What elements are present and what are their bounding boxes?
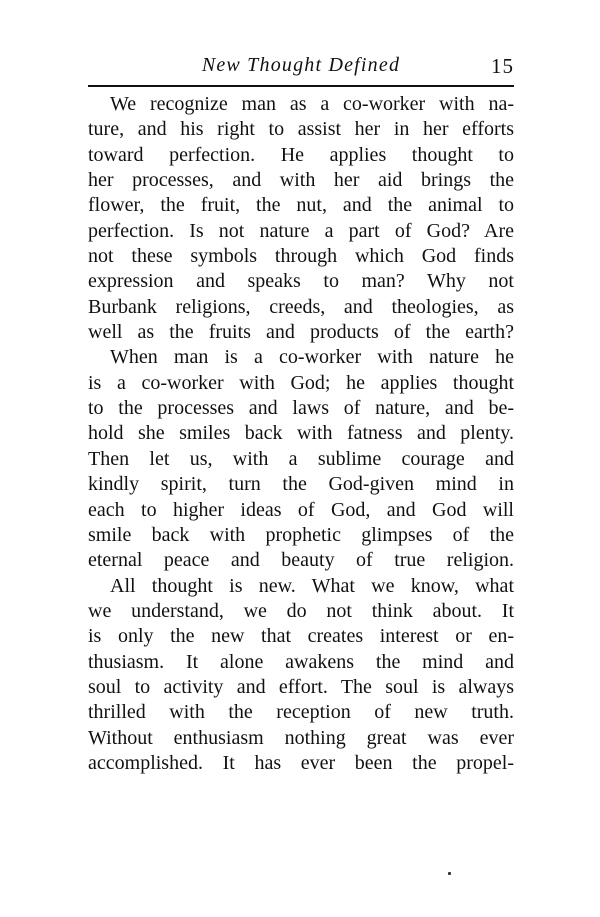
text-line: smile back with prophetic glimpses of the <box>88 523 514 546</box>
running-title: New Thought Defined <box>201 54 401 76</box>
text-line: thrilled with the reception of new truth. <box>88 701 514 724</box>
text-line: Burbank religions, creeds, and theologies, as <box>88 295 514 318</box>
text-line: accomplished. It has ever been the propel- <box>88 751 514 774</box>
text-line: thusiasm. It alone awakens the mind and <box>88 650 514 673</box>
text-line: we understand, we do not think about. It <box>88 599 514 622</box>
scan-speck <box>448 872 451 875</box>
text-line: well as the fruits and products of the earth? <box>88 321 514 344</box>
text-line: each to higher ideas of God, and God will <box>88 498 514 521</box>
text-line: Then let us, with a sublime courage and <box>88 447 514 470</box>
text-line: ture, and his right to assist her in her efforts <box>88 118 514 141</box>
text-line: her processes, and with her aid brings the <box>88 169 514 192</box>
text-line: to the processes and laws of nature, and be- <box>88 397 514 420</box>
text-line: When man is a co-worker with nature he <box>110 346 514 369</box>
text-line: is a co-worker with God; he applies thought <box>88 371 514 394</box>
text-line: not these symbols through which God finds <box>88 245 514 268</box>
text-line: soul to activity and effort. The soul is always <box>88 675 514 698</box>
page-number: 15 <box>491 54 514 78</box>
page-header <box>88 52 514 82</box>
text-line: is only the new that creates interest or en- <box>88 625 514 648</box>
text-line: eternal peace and beauty of true religion. <box>88 549 514 572</box>
text-line: We recognize man as a co-worker with na- <box>110 93 514 115</box>
text-line: All thought is new. What we know, what <box>110 574 514 597</box>
text-line: expression and speaks to man? Why not <box>88 270 514 293</box>
text-line: Without enthusiasm nothing great was ever <box>88 726 514 749</box>
text-line: toward perfection. He applies thought to <box>88 143 514 166</box>
text-line: perfection. Is not nature a part of God? Are <box>88 219 514 242</box>
body-text <box>88 92 514 776</box>
text-line: kindly spirit, turn the God-given mind in <box>88 473 514 496</box>
header-rule <box>88 85 514 87</box>
text-line: flower, the fruit, the nut, and the animal to <box>88 194 514 217</box>
text-line: hold she smiles back with fatness and plenty. <box>88 422 514 445</box>
